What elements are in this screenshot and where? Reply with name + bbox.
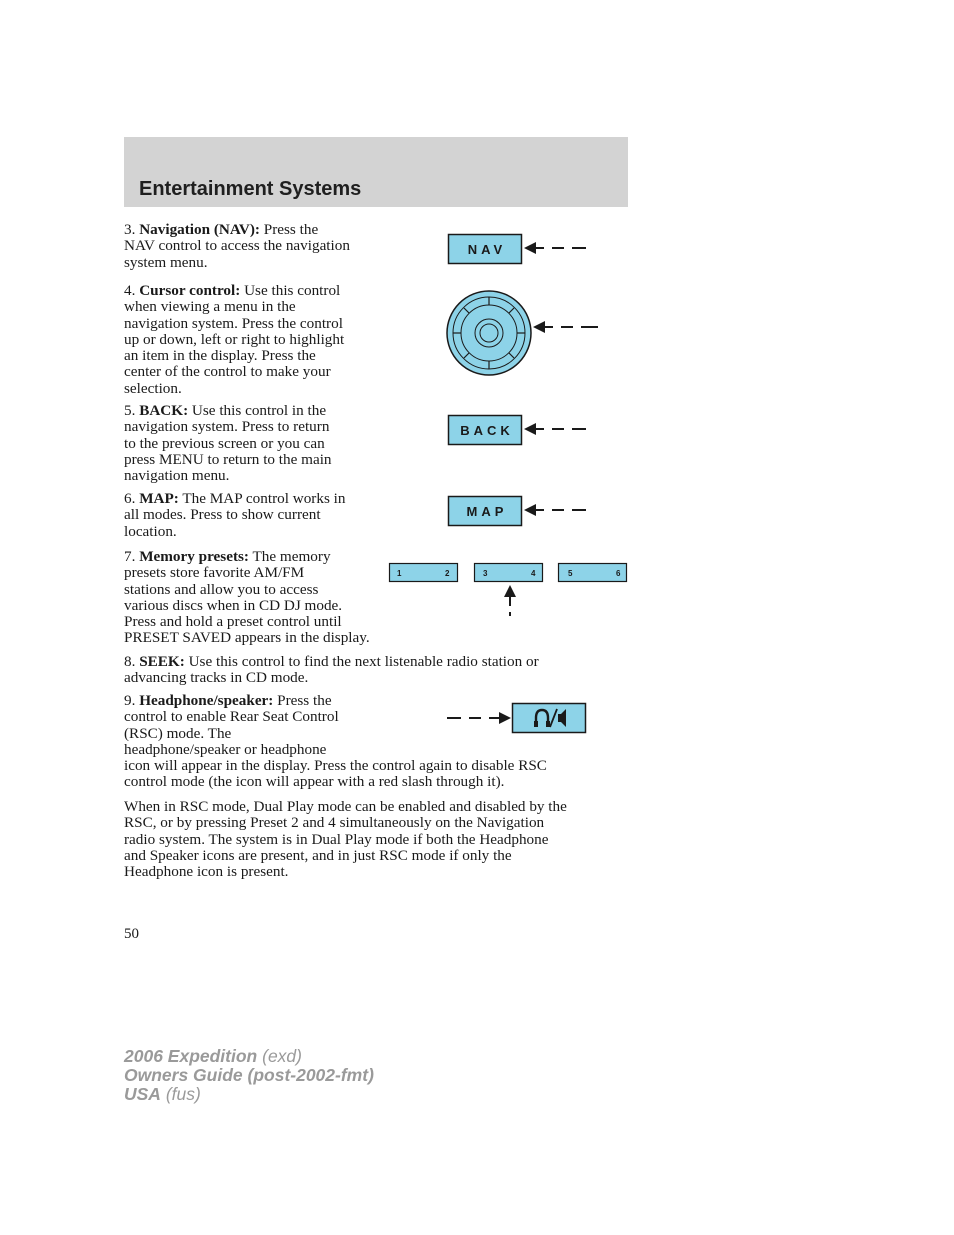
item-term: BACK: [139, 402, 189, 419]
back-button-figure [446, 413, 591, 447]
item-text-line: when viewing a menu in the [124, 298, 296, 316]
item-number: 9. [124, 692, 136, 709]
text-line: radio system. The system is in Dual Play mode if both the Headphone [124, 830, 549, 848]
item-number: 6. [124, 490, 136, 507]
item-text-line: icon will appear in the display. Press the control again to disable RSC [124, 757, 547, 775]
item-text-line: stations and allow you to access [124, 580, 319, 598]
section-header [124, 137, 628, 207]
item-term: Memory presets: [139, 548, 249, 565]
item-memory-presets [124, 549, 399, 647]
item-text-line: location. [124, 522, 177, 540]
item-term: Cursor control: [139, 282, 241, 299]
item-term: SEEK: [139, 653, 185, 670]
item-text-line: control to enable Rear Seat Control [124, 708, 339, 726]
arrow-left-icon [524, 423, 586, 435]
item-text-line: navigation system. Press to return [124, 418, 330, 436]
section-title: Entertainment Systems [139, 178, 362, 200]
footer-model-code: (exd) [257, 1046, 302, 1066]
text-line: and Speaker icons are present, and in just RSC mode if only the [124, 846, 512, 864]
item-term: Navigation (NAV): [139, 221, 260, 238]
text-line: When in RSC mode, Dual Play mode can be enabled and disabled by the [124, 798, 567, 815]
item-text-line: various discs when in CD DJ mode. [124, 596, 343, 614]
footer-line-1 [124, 1047, 374, 1066]
preset-label: 3 [483, 569, 488, 578]
item-nav [124, 222, 389, 271]
item-text-line: Use this control [244, 282, 341, 299]
item-cursor-control [124, 283, 389, 397]
item-text-line: center of the control to make your [124, 363, 331, 381]
preset-label: 4 [531, 569, 536, 578]
item-seek [124, 654, 628, 687]
preset-label: 2 [445, 569, 450, 578]
memory-presets-figure [387, 561, 630, 619]
item-text-line: PRESET SAVED appears in the display. [124, 629, 370, 647]
back-button-label: BACK [460, 423, 514, 438]
page-number: 50 [124, 926, 139, 942]
footer-region-code: (fus) [160, 1084, 201, 1104]
text-line: RSC, or by pressing Preset 2 and 4 simultaneously on the Navigation [124, 814, 545, 832]
item-text-line: headphone/speaker or headphone [124, 740, 327, 758]
document-footer [124, 1047, 374, 1104]
text-line: Headphone icon is present. [124, 863, 289, 881]
item-number: 8. [124, 653, 136, 670]
item-text-line: selection. [124, 379, 182, 397]
item-text-line: The MAP control works in [182, 490, 346, 507]
cursor-control-figure [443, 288, 603, 378]
item-term: MAP: [139, 490, 179, 507]
cursor-dial-icon [447, 291, 531, 375]
item-text-line: Press and hold a preset control until [124, 613, 342, 631]
item-text-line: up or down, left or right to highlight [124, 330, 345, 348]
preset-label: 5 [568, 569, 573, 578]
footer-model: 2006 Expedition [124, 1046, 258, 1066]
item-text-line: Use this control to find the next listenable radio station or [188, 653, 539, 670]
item-back [124, 403, 389, 484]
item-text-line: presets store favorite AM/FM [124, 564, 305, 582]
item-text-line: (RSC) mode. The [124, 724, 232, 742]
nav-button-figure [446, 232, 591, 266]
item-text-line: advancing tracks in CD mode. [124, 669, 309, 687]
item-text-line: navigation system. Press the control [124, 314, 343, 332]
item-number: 4. [124, 282, 136, 299]
map-button-figure [446, 494, 591, 528]
item-text-line: all modes. Press to show current [124, 506, 321, 524]
item-text-line: Use this control in the [191, 402, 327, 419]
item-text-line: press MENU to return to the main [124, 450, 332, 468]
item-text-line: to the previous screen or you can [124, 434, 325, 452]
item-number: 5. [124, 402, 136, 419]
arrow-up-icon [504, 585, 516, 616]
item-text-line: Press the [263, 221, 319, 238]
preset-label: 1 [397, 569, 402, 578]
item-text-line: navigation menu. [124, 467, 230, 485]
arrow-left-icon [533, 321, 598, 333]
nav-button-label: NAV [467, 242, 507, 257]
arrow-left-icon [524, 504, 586, 516]
footer-region: USA [124, 1084, 161, 1104]
rsc-paragraph [124, 799, 628, 880]
item-number: 3. [124, 221, 136, 238]
item-map [124, 491, 389, 540]
preset-label: 6 [616, 569, 621, 578]
headphone-speaker-figure [444, 700, 590, 736]
item-term: Headphone/speaker: [139, 692, 274, 709]
item-text-line: control mode (the icon will appear with a red slash through it). [124, 773, 505, 791]
footer-line-3 [124, 1085, 374, 1104]
item-text-line: Press the [277, 692, 332, 709]
item-text-line: The memory [252, 548, 331, 565]
item-text-line: NAV control to access the navigation [124, 237, 350, 255]
item-text-line: an item in the display. Press the [124, 347, 316, 365]
footer-line-2: Owners Guide (post-2002-fmt) [124, 1065, 374, 1085]
item-text-line: system menu. [124, 253, 208, 271]
arrow-right-icon [447, 712, 511, 724]
item-number: 7. [124, 548, 136, 565]
map-button-label: MAP [466, 504, 508, 519]
arrow-left-icon [524, 242, 586, 254]
